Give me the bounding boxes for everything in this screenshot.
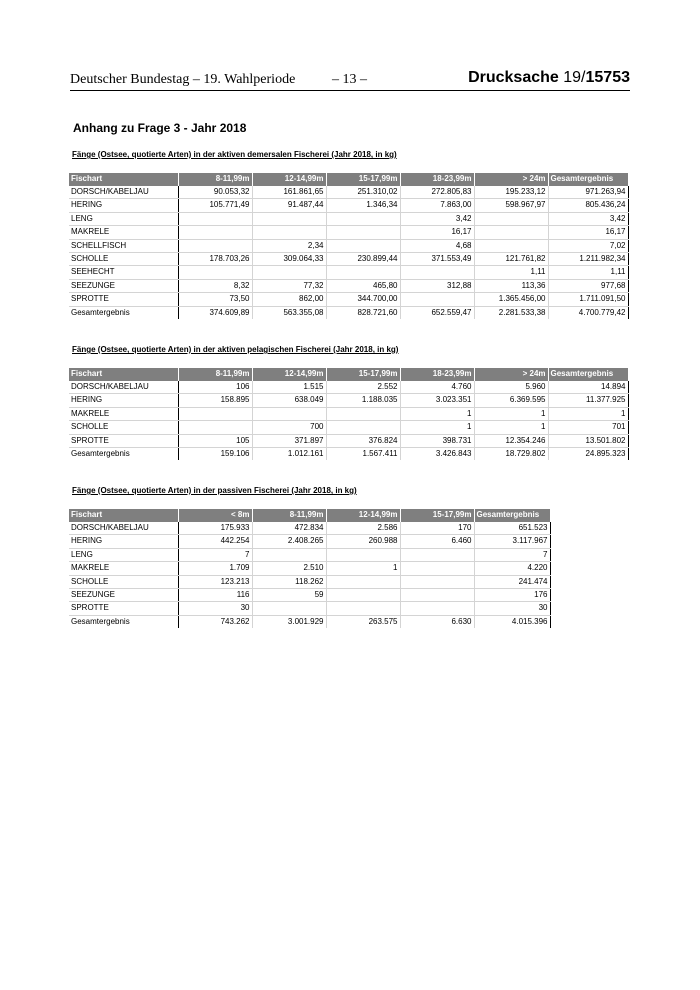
value-cell: 230.899,44	[326, 253, 400, 266]
value-cell	[252, 548, 326, 561]
table-header-row	[69, 368, 628, 381]
value-cell: 598.967,97	[474, 199, 548, 212]
value-cell: 1	[548, 407, 628, 420]
column-header: < 8m	[178, 509, 252, 522]
value-cell: 118.262	[252, 575, 326, 588]
value-cell: 862,00	[252, 293, 326, 306]
doc-num-b: 15753	[585, 69, 630, 86]
table-passive	[69, 509, 551, 628]
value-cell	[326, 239, 400, 252]
value-cell: 6.369.595	[474, 394, 548, 407]
column-header: 12-14,99m	[326, 509, 400, 522]
value-cell: 272.805,83	[400, 186, 474, 199]
species-cell: SCHOLLE	[69, 421, 178, 434]
doc-num-a: 19/	[563, 69, 586, 86]
value-cell: 3.117.967	[474, 535, 550, 548]
value-cell: 6.630	[400, 615, 474, 628]
column-header: 8-11,99m	[178, 368, 252, 381]
value-cell: 2.552	[326, 381, 400, 394]
value-cell: 1.515	[252, 381, 326, 394]
value-cell: 13.501.802	[548, 434, 628, 447]
parliament-label: Deutscher Bundestag – 19. Wahlperiode	[70, 72, 296, 87]
value-cell: 3.001.929	[252, 615, 326, 628]
species-cell: SCHELLFISCH	[69, 239, 178, 252]
table-total-row	[69, 615, 550, 628]
table-total-row	[69, 448, 628, 461]
value-cell: 159.106	[178, 448, 252, 461]
species-cell: SEEZUNGE	[69, 279, 178, 292]
value-cell: 91.487,44	[252, 199, 326, 212]
table-caption-demersal: Fänge (Ostsee, quotierte Arten) in der aktiven demersalen Fischerei (Jahr 2018, in kg)	[72, 150, 397, 159]
value-cell	[252, 266, 326, 279]
column-header: 12-14,99m	[252, 368, 326, 381]
value-cell: 371.897	[252, 434, 326, 447]
table-row	[69, 562, 550, 575]
value-cell: 743.262	[178, 615, 252, 628]
species-cell: MAKRELE	[69, 226, 178, 239]
value-cell	[474, 226, 548, 239]
value-cell: 18.729.802	[474, 448, 548, 461]
value-cell	[178, 407, 252, 420]
value-cell: 828.721,60	[326, 306, 400, 319]
species-cell: DORSCH/KABELJAU	[69, 522, 178, 535]
table-caption-pelagic: Fänge (Ostsee, quotierte Arten) in der aktiven pelagischen Fischerei (Jahr 2018, in kg)	[72, 345, 399, 354]
value-cell: 105	[178, 434, 252, 447]
species-cell: LENG	[69, 548, 178, 561]
value-cell	[326, 589, 400, 602]
species-cell: LENG	[69, 212, 178, 225]
value-cell	[400, 266, 474, 279]
value-cell: 4.700.779,42	[548, 306, 628, 319]
value-cell	[400, 589, 474, 602]
value-cell: 374.609,89	[178, 306, 252, 319]
value-cell: 73,50	[178, 293, 252, 306]
table-row	[69, 548, 550, 561]
value-cell: 241.474	[474, 575, 550, 588]
value-cell: 263.575	[326, 615, 400, 628]
value-cell: 16,17	[548, 226, 628, 239]
species-cell: MAKRELE	[69, 407, 178, 420]
column-header: > 24m	[474, 368, 548, 381]
value-cell: 563.355,08	[252, 306, 326, 319]
value-cell: 14.894	[548, 381, 628, 394]
column-header: > 24m	[474, 173, 548, 186]
value-cell: 376.824	[326, 434, 400, 447]
value-cell	[326, 602, 400, 615]
value-cell: 1	[474, 421, 548, 434]
value-cell: 1,11	[474, 266, 548, 279]
value-cell: 1	[400, 407, 474, 420]
value-cell: 371.553,49	[400, 253, 474, 266]
species-cell: HERING	[69, 535, 178, 548]
value-cell: 2.510	[252, 562, 326, 575]
value-cell: 442.254	[178, 535, 252, 548]
section-title: Anhang zu Frage 3 - Jahr 2018	[73, 121, 247, 135]
value-cell: 178.703,26	[178, 253, 252, 266]
table-row	[69, 226, 628, 239]
value-cell: 6.460	[400, 535, 474, 548]
value-cell	[252, 226, 326, 239]
value-cell: 309.064,33	[252, 253, 326, 266]
table-row	[69, 535, 550, 548]
value-cell: 805.436,24	[548, 199, 628, 212]
value-cell: 472.834	[252, 522, 326, 535]
value-cell	[400, 293, 474, 306]
species-cell: HERING	[69, 199, 178, 212]
value-cell: 5.960	[474, 381, 548, 394]
value-cell: 4,68	[400, 239, 474, 252]
table-row	[69, 575, 550, 588]
table-row	[69, 266, 628, 279]
table-row	[69, 199, 628, 212]
value-cell: 12.354.246	[474, 434, 548, 447]
value-cell	[252, 602, 326, 615]
value-cell: 3,42	[548, 212, 628, 225]
value-cell: 4.760	[400, 381, 474, 394]
value-cell: 1	[400, 421, 474, 434]
value-cell: 1.709	[178, 562, 252, 575]
value-cell	[178, 212, 252, 225]
column-header: Gesamtergebnis	[548, 173, 628, 186]
species-cell: Gesamtergebnis	[69, 306, 178, 319]
column-header: Fischart	[69, 509, 178, 522]
column-header: 15-17,99m	[400, 509, 474, 522]
value-cell: 977,68	[548, 279, 628, 292]
value-cell: 105.771,49	[178, 199, 252, 212]
value-cell	[178, 421, 252, 434]
value-cell: 7.863,00	[400, 199, 474, 212]
table-row	[69, 253, 628, 266]
value-cell: 1.365.456,00	[474, 293, 548, 306]
table-row	[69, 522, 550, 535]
value-cell: 2,34	[252, 239, 326, 252]
value-cell: 113,36	[474, 279, 548, 292]
value-cell: 1	[326, 562, 400, 575]
value-cell: 4.220	[474, 562, 550, 575]
value-cell: 59	[252, 589, 326, 602]
value-cell: 651.523	[474, 522, 550, 535]
value-cell: 106	[178, 381, 252, 394]
species-cell: DORSCH/KABELJAU	[69, 381, 178, 394]
value-cell	[252, 407, 326, 420]
table-header-row	[69, 173, 628, 186]
table-row	[69, 394, 628, 407]
value-cell: 170	[400, 522, 474, 535]
value-cell: 1.012.161	[252, 448, 326, 461]
value-cell: 175.933	[178, 522, 252, 535]
value-cell	[400, 548, 474, 561]
value-cell: 24.895.323	[548, 448, 628, 461]
value-cell: 195.233,12	[474, 186, 548, 199]
value-cell: 700	[252, 421, 326, 434]
value-cell: 4.015.396	[474, 615, 550, 628]
value-cell: 1.346,34	[326, 199, 400, 212]
column-header: Fischart	[69, 173, 178, 186]
table-pelagic	[69, 368, 629, 460]
value-cell: 123.213	[178, 575, 252, 588]
value-cell	[326, 226, 400, 239]
value-cell: 312,88	[400, 279, 474, 292]
table-header-row	[69, 509, 550, 522]
value-cell: 398.731	[400, 434, 474, 447]
table-row	[69, 239, 628, 252]
value-cell: 465,80	[326, 279, 400, 292]
table-row	[69, 186, 628, 199]
value-cell: 16,17	[400, 226, 474, 239]
value-cell: 638.049	[252, 394, 326, 407]
table-caption-passive: Fänge (Ostsee, quotierte Arten) in der passiven Fischerei (Jahr 2018, in kg)	[72, 486, 357, 495]
table-row	[69, 421, 628, 434]
value-cell: 7	[178, 548, 252, 561]
value-cell: 30	[178, 602, 252, 615]
page-number: – 13 –	[332, 72, 367, 87]
species-cell: SPROTTE	[69, 602, 178, 615]
value-cell: 176	[474, 589, 550, 602]
column-header: 8-11,99m	[178, 173, 252, 186]
column-header: 15-17,99m	[326, 173, 400, 186]
value-cell	[326, 212, 400, 225]
species-cell: SEEZUNGE	[69, 589, 178, 602]
value-cell: 121.761,82	[474, 253, 548, 266]
species-cell: SPROTTE	[69, 293, 178, 306]
value-cell: 344.700,00	[326, 293, 400, 306]
value-cell	[326, 266, 400, 279]
value-cell: 161.861,65	[252, 186, 326, 199]
table-row	[69, 279, 628, 292]
value-cell: 3,42	[400, 212, 474, 225]
table-row	[69, 407, 628, 420]
value-cell: 158.895	[178, 394, 252, 407]
value-cell	[326, 407, 400, 420]
value-cell: 2.281.533,38	[474, 306, 548, 319]
column-header: 12-14,99m	[252, 173, 326, 186]
value-cell	[400, 602, 474, 615]
value-cell: 1.711.091,50	[548, 293, 628, 306]
value-cell: 971.263,94	[548, 186, 628, 199]
value-cell: 1.188.035	[326, 394, 400, 407]
value-cell: 1,11	[548, 266, 628, 279]
value-cell	[474, 239, 548, 252]
value-cell: 7	[474, 548, 550, 561]
value-cell	[400, 575, 474, 588]
column-header: Gesamtergebnis	[548, 368, 628, 381]
value-cell	[178, 239, 252, 252]
page-header	[70, 69, 630, 91]
table-row	[69, 212, 628, 225]
value-cell: 7,02	[548, 239, 628, 252]
value-cell	[326, 575, 400, 588]
value-cell: 3.023.351	[400, 394, 474, 407]
value-cell	[178, 226, 252, 239]
value-cell: 2.408.265	[252, 535, 326, 548]
species-cell: MAKRELE	[69, 562, 178, 575]
value-cell	[326, 548, 400, 561]
table-total-row	[69, 306, 628, 319]
species-cell: SCHOLLE	[69, 253, 178, 266]
column-header: 15-17,99m	[326, 368, 400, 381]
column-header: Fischart	[69, 368, 178, 381]
value-cell: 1.567.411	[326, 448, 400, 461]
species-cell: Gesamtergebnis	[69, 615, 178, 628]
value-cell	[252, 212, 326, 225]
value-cell	[474, 212, 548, 225]
value-cell: 1.211.982,34	[548, 253, 628, 266]
value-cell: 11.377.925	[548, 394, 628, 407]
value-cell: 251.310,02	[326, 186, 400, 199]
value-cell	[326, 421, 400, 434]
value-cell: 652.559,47	[400, 306, 474, 319]
value-cell: 260.988	[326, 535, 400, 548]
table-row	[69, 434, 628, 447]
species-cell: SPROTTE	[69, 434, 178, 447]
species-cell: SEEHECHT	[69, 266, 178, 279]
value-cell: 116	[178, 589, 252, 602]
table-row	[69, 589, 550, 602]
column-header: 8-11,99m	[252, 509, 326, 522]
value-cell: 90.053,32	[178, 186, 252, 199]
value-cell	[178, 266, 252, 279]
value-cell: 1	[474, 407, 548, 420]
table-row	[69, 381, 628, 394]
doc-label: Drucksache	[468, 69, 559, 86]
species-cell: HERING	[69, 394, 178, 407]
value-cell	[400, 562, 474, 575]
value-cell: 77,32	[252, 279, 326, 292]
table-row	[69, 602, 550, 615]
species-cell: Gesamtergebnis	[69, 448, 178, 461]
document-number	[468, 69, 630, 87]
value-cell: 3.426.843	[400, 448, 474, 461]
column-header: Gesamtergebnis	[474, 509, 550, 522]
value-cell: 701	[548, 421, 628, 434]
column-header: 18-23,99m	[400, 173, 474, 186]
value-cell: 8,32	[178, 279, 252, 292]
column-header: 18-23,99m	[400, 368, 474, 381]
species-cell: DORSCH/KABELJAU	[69, 186, 178, 199]
table-demersal	[69, 173, 629, 319]
table-row	[69, 293, 628, 306]
species-cell: SCHOLLE	[69, 575, 178, 588]
value-cell: 30	[474, 602, 550, 615]
value-cell: 2.586	[326, 522, 400, 535]
